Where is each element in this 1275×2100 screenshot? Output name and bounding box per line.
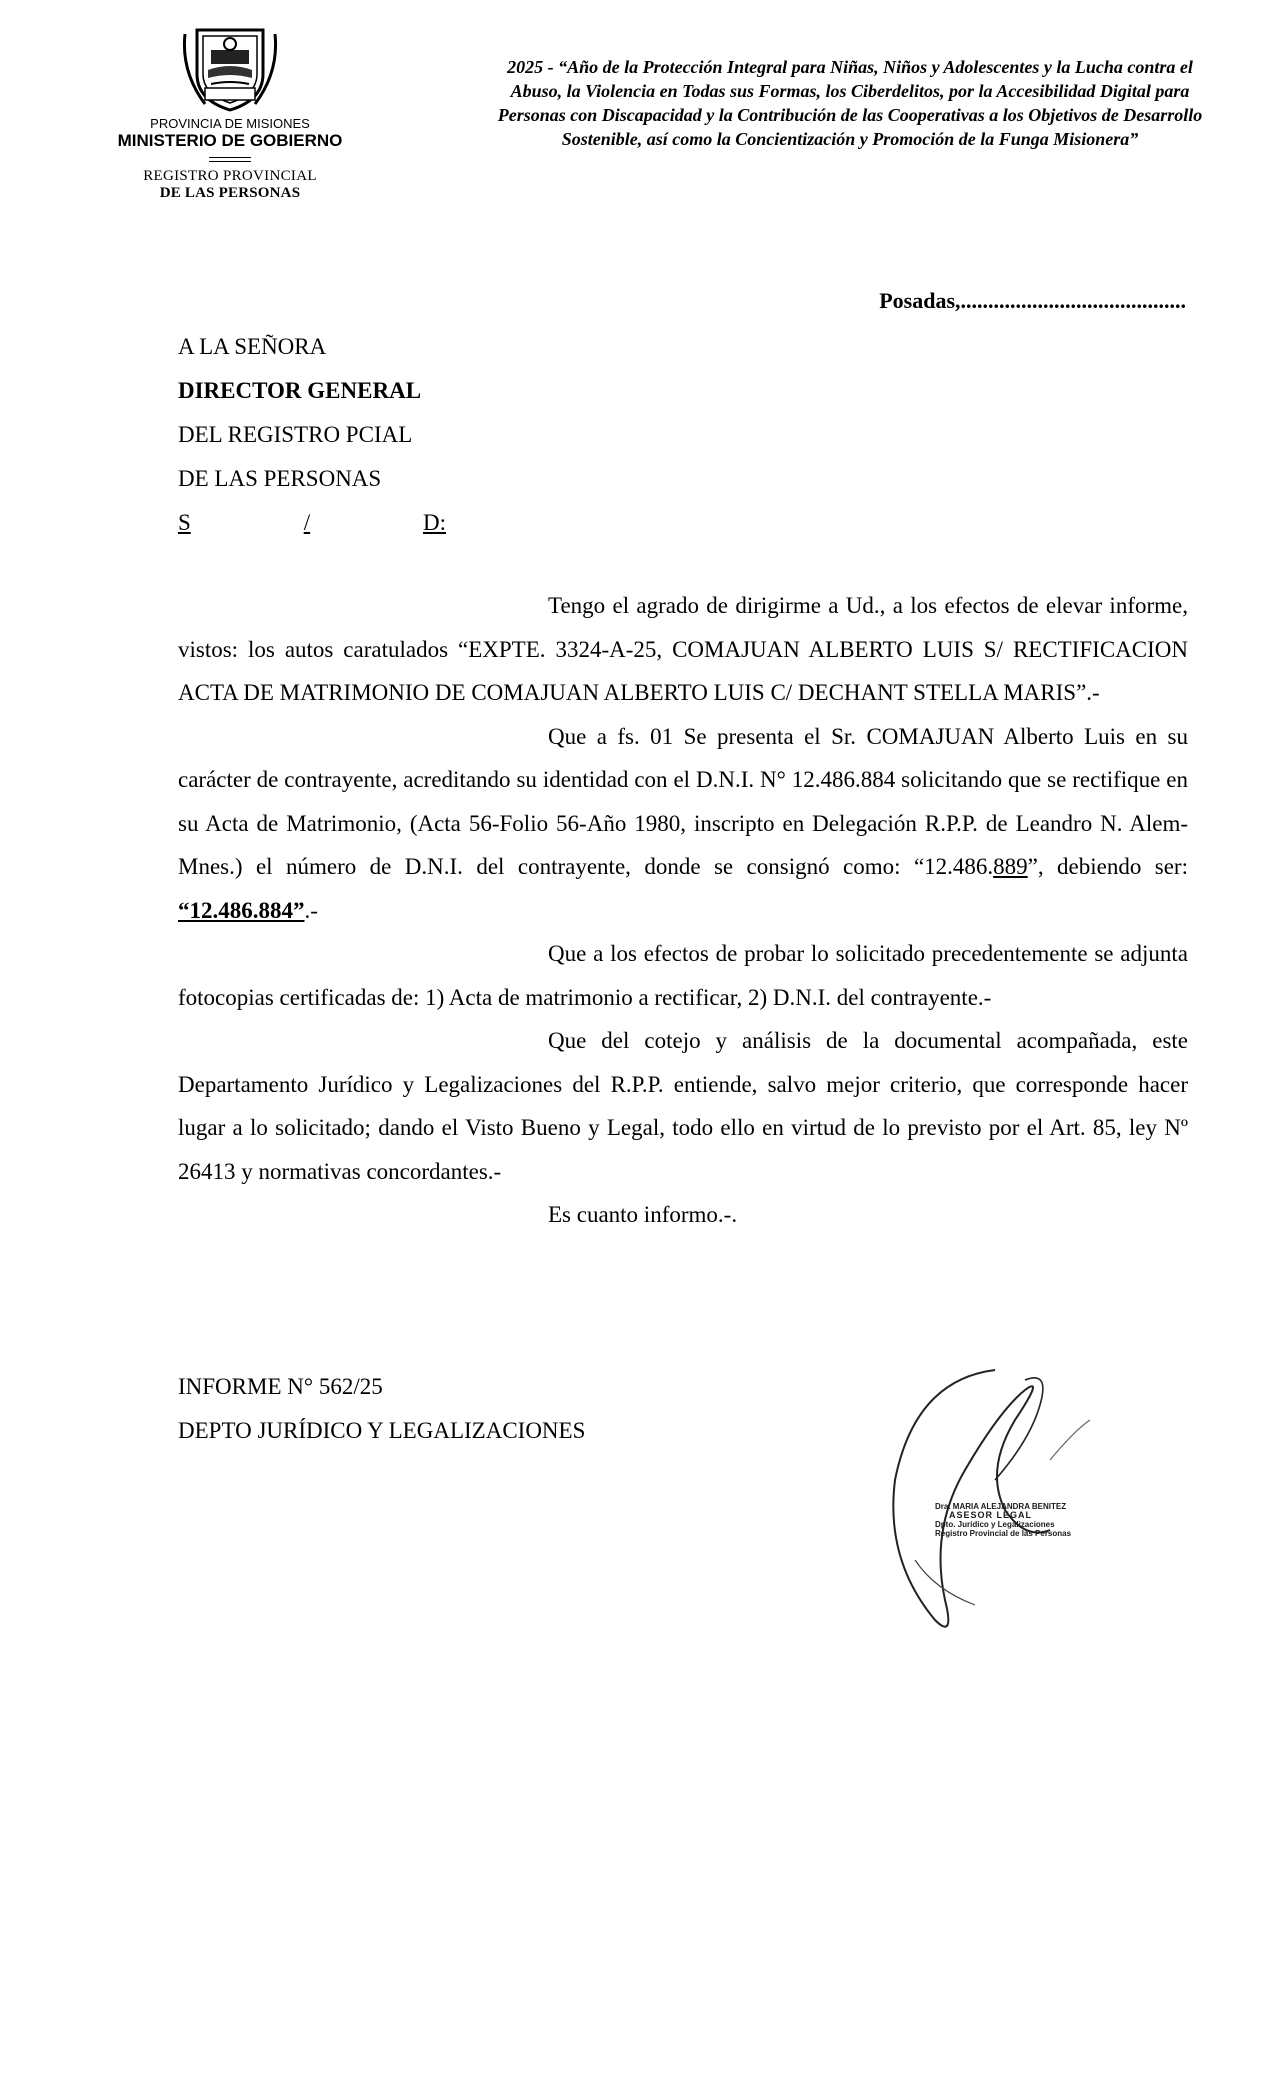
letterhead-ministry: MINISTERIO DE GOBIERNO <box>117 131 343 150</box>
letterhead-divider <box>209 157 251 162</box>
paragraph-2-text: Que a fs. 01 Se presenta el Sr. COMAJUAN Alberto Luis en su carácter de contrayente, acreditando su identidad con el D.N.I. N° 12.486.884 solicitando que se rectifique en su Acta de Matrimonio, (Acta 56-Folio 56-Año 1980, inscripto en Delegación R.P.P. de Leandro N. Alem-Mnes.) el número de D.N.I. del contrayente, donde se consignó como: “12.486. <box>178 723 1188 879</box>
place-date: Posadas,......................................... <box>879 288 1186 313</box>
letterhead <box>90 22 370 202</box>
stamp-title: ASESOR LEGAL <box>949 1510 1033 1520</box>
sd-s: S <box>178 510 191 535</box>
sd-slash: / <box>303 510 311 535</box>
paragraph-1: Tengo el agrado de dirigirme a Ud., a los efectos de elevar informe, vistos: los autos caratulados “EXPTE. 3324-A-25, COMAJUAN ALBERTO LUIS S/ RECTIFICACION ACTA DE MATRIMONIO DE COMAJUAN ALBERTO LUIS C/ DECHANT STELLA MARIS”.- <box>178 593 1188 705</box>
signature-stamp <box>935 1502 1105 1538</box>
paragraph-4: Que del cotejo y análisis de la documental acompañada, este Departamento Jurídico y Legalizaciones del R.P.P. entiende, salvo mejor criterio, que corresponde hacer lugar a lo solicitado; dando el Visto Bueno y Legal, todo ello en virtud de lo previsto por el Art. 85, ley Nº 26413 y normativas concordantes.- <box>178 1028 1188 1184</box>
address-line-4: DE LAS PERSONAS <box>178 466 382 491</box>
paragraph-2-text-b: ”, debiendo ser: <box>1027 854 1188 879</box>
motto-year: 2025 <box>507 57 544 77</box>
stamp-registry: Registro Provincial de las Personas <box>935 1529 1072 1538</box>
correct-dni: “12.486.884” <box>178 897 305 923</box>
sd-d: D: <box>423 510 446 535</box>
department-name: DEPTO JURÍDICO Y LEGALIZACIONES <box>178 1418 586 1443</box>
address-line-2: DIRECTOR GENERAL <box>178 378 422 403</box>
paragraph-5: Es cuanto informo.-. <box>548 1202 738 1227</box>
su-despacho <box>178 501 446 545</box>
paragraph-3: Que a los efectos de probar lo solicitado precedentemente se adjunta fotocopias certificadas de: 1) Acta de matrimonio a rectificar, 2) D.N.I. del contrayente.- <box>178 941 1188 1010</box>
report-body <box>178 584 1188 1237</box>
report-footer <box>178 1365 585 1453</box>
recipient-address <box>178 325 446 545</box>
wrong-dni-digits: 889 <box>993 854 1028 879</box>
address-line-1: A LA SEÑORA <box>178 334 327 359</box>
provincia-de-misiones-crest-icon <box>175 22 285 114</box>
motto-text: - “Año de la Protección Integral para Niñas, Niños y Adolescentes y la Lucha contra el Abuso, la Violencia en Todas sus Formas, los Ciberdelitos, por la Accesibilidad Digital para Personas con Discapacidad y la Contribución de las Cooperativas a los Objetivos de Desarrollo Sostenible, así como la Concientización y Promoción de la Funga Misionera” <box>497 57 1203 149</box>
letterhead-registry-sub: DE LAS PERSONAS <box>159 185 301 201</box>
stamp-department: Dpto. Jurídico y Legalizaciones <box>935 1520 1055 1529</box>
year-motto <box>490 55 1210 151</box>
letterhead-registry: REGISTRO PROVINCIAL <box>143 168 317 184</box>
paragraph-2 <box>178 715 1188 933</box>
letterhead-province: PROVINCIA DE MISIONES <box>150 116 310 131</box>
address-line-3: DEL REGISTRO PCIAL <box>178 422 413 447</box>
stamp-name: Dra. MARIA ALEJANDRA BENITEZ <box>935 1502 1067 1511</box>
report-number: INFORME N° 562/25 <box>178 1374 383 1399</box>
paragraph-2-end: .- <box>304 897 318 923</box>
